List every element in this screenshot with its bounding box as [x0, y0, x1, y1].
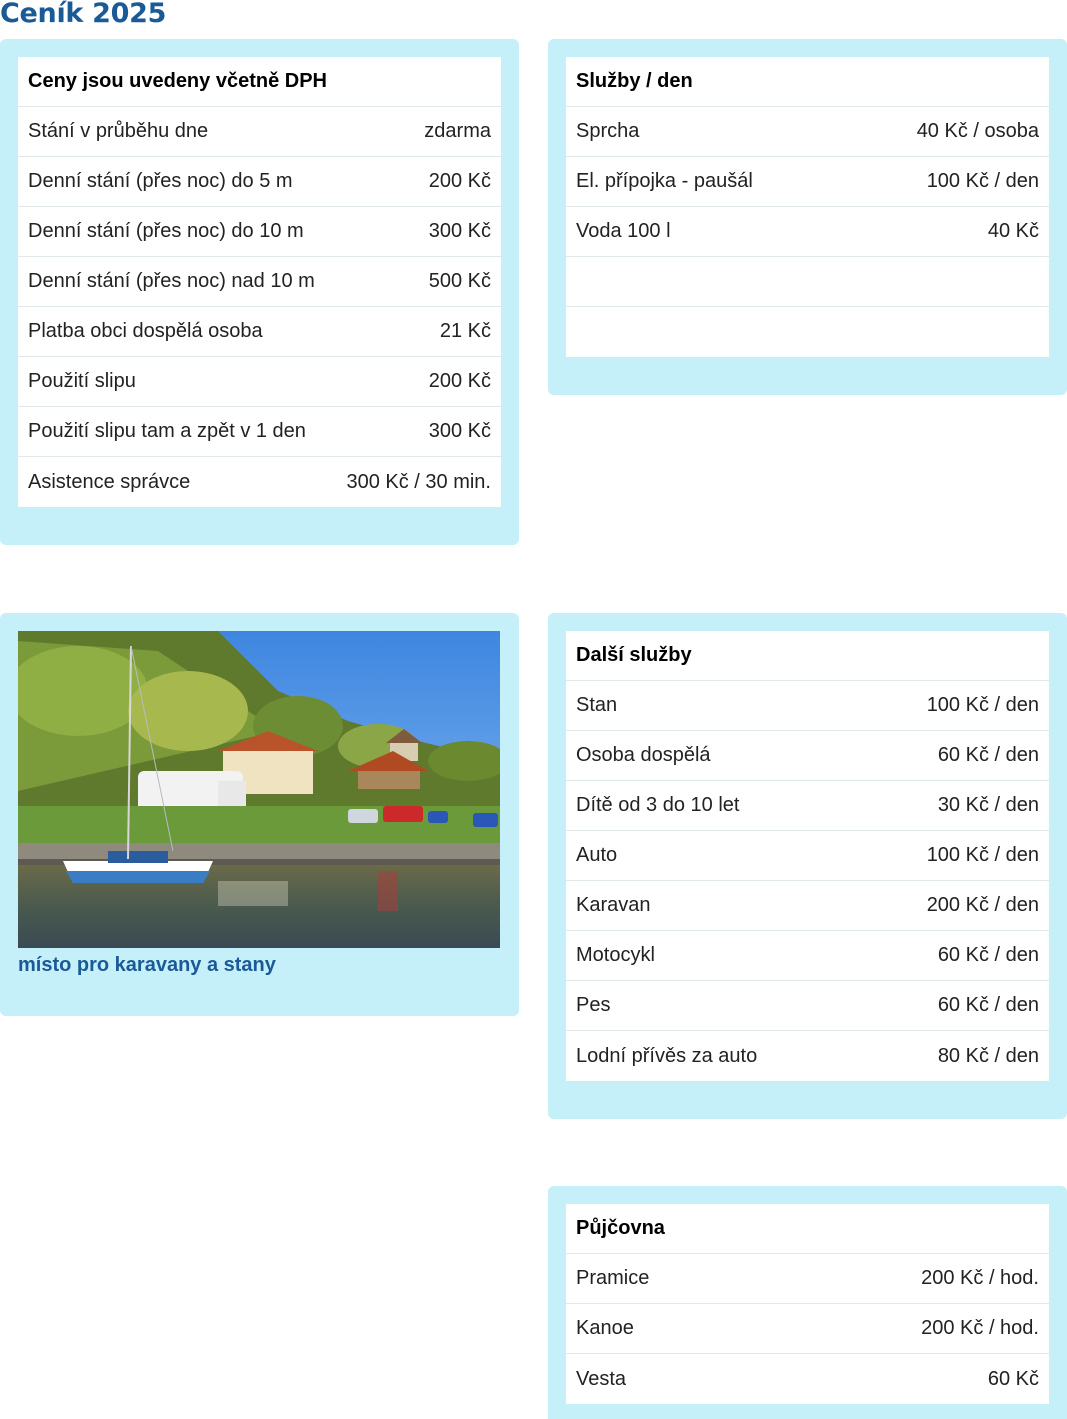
- row-label: Kanoe: [576, 1317, 634, 1339]
- table-row: [566, 1031, 1049, 1081]
- photo-panel: [0, 613, 519, 1016]
- table-row: [18, 307, 501, 357]
- table-row: [566, 681, 1049, 731]
- price-table-rental: [566, 1204, 1049, 1404]
- table-row: [566, 781, 1049, 831]
- price-panel-rental: [548, 1186, 1067, 1419]
- row-label: Denní stání (přes noc) do 10 m: [28, 220, 304, 242]
- row-value: 500 Kč: [428, 270, 491, 292]
- photo-caption: místo pro karavany a stany: [18, 954, 276, 976]
- table-row: [566, 157, 1049, 207]
- row-label: Auto: [576, 844, 618, 866]
- row-value: 200 Kč / hod.: [921, 1267, 1039, 1289]
- row-value: 200 Kč: [428, 170, 491, 192]
- table-row: [18, 107, 501, 157]
- table-heading: [566, 57, 1049, 107]
- table-row: [566, 1254, 1049, 1304]
- table-heading-label: Další služby: [576, 644, 692, 666]
- price-panel-other-services: [548, 613, 1067, 1119]
- row-label: Stan: [576, 694, 618, 716]
- row-label: Asistence správce: [28, 470, 191, 493]
- table-row-empty: [566, 307, 1049, 357]
- row-value: 300 Kč: [428, 420, 491, 442]
- row-value: 200 Kč: [428, 370, 491, 392]
- table-heading: [566, 1204, 1049, 1254]
- price-table-other-services: [566, 631, 1049, 1081]
- campsite-photo: [18, 631, 500, 948]
- table-row: [18, 157, 501, 207]
- row-label: Dítě od 3 do 10 let: [576, 794, 740, 816]
- table-row: [566, 731, 1049, 781]
- row-label: El. přípojka - paušál: [576, 170, 753, 192]
- row-value: 100 Kč / den: [926, 694, 1039, 716]
- row-label: Voda 100 l: [576, 220, 671, 242]
- table-heading-label: Služby / den: [576, 70, 693, 92]
- row-label: Sprcha: [576, 120, 640, 142]
- row-label: Lodní přívěs za auto: [576, 1044, 758, 1067]
- table-row: [566, 831, 1049, 881]
- page-title: Ceník 2025: [0, 0, 167, 29]
- row-label: Denní stání (přes noc) nad 10 m: [28, 270, 315, 292]
- row-value: 200 Kč / hod.: [921, 1317, 1039, 1339]
- row-label: Denní stání (přes noc) do 5 m: [28, 170, 293, 192]
- table-heading: [566, 631, 1049, 681]
- row-label: Osoba dospělá: [576, 744, 711, 766]
- row-value: 40 Kč / osoba: [916, 120, 1039, 142]
- table-row: [566, 1354, 1049, 1404]
- price-panel-services-day: [548, 39, 1067, 395]
- table-row: [566, 931, 1049, 981]
- table-row-empty: [566, 257, 1049, 307]
- table-row: [18, 407, 501, 457]
- row-value: 21 Kč: [439, 320, 491, 342]
- row-value: 100 Kč / den: [926, 844, 1039, 866]
- table-row: [566, 207, 1049, 257]
- table-heading-label: Půjčovna: [576, 1217, 665, 1239]
- row-value: 300 Kč: [428, 220, 491, 242]
- row-label: Použití slipu tam a zpět v 1 den: [28, 420, 306, 442]
- row-value: 80 Kč / den: [937, 1044, 1039, 1067]
- row-value: zdarma: [424, 120, 491, 142]
- row-value: 300 Kč / 30 min.: [346, 470, 491, 493]
- row-label: Použití slipu: [28, 370, 136, 392]
- table-row: [566, 107, 1049, 157]
- row-value: 60 Kč: [987, 1367, 1039, 1390]
- row-value: 60 Kč / den: [937, 744, 1039, 766]
- row-value: 200 Kč / den: [926, 894, 1039, 916]
- table-row: [566, 1304, 1049, 1354]
- table-row: [18, 257, 501, 307]
- price-panel-main: [0, 39, 519, 545]
- table-row: [566, 881, 1049, 931]
- row-value: 60 Kč / den: [937, 994, 1039, 1016]
- price-table-main: [18, 57, 501, 507]
- table-heading: [18, 57, 501, 107]
- table-row: [18, 207, 501, 257]
- row-value: 30 Kč / den: [937, 794, 1039, 816]
- row-label: Pes: [576, 994, 611, 1016]
- table-row: [18, 357, 501, 407]
- row-label: Stání v průběhu dne: [28, 120, 209, 142]
- table-row: [18, 457, 501, 507]
- row-value: 60 Kč / den: [937, 944, 1039, 966]
- row-label: Karavan: [576, 894, 651, 916]
- row-label: Motocykl: [576, 944, 655, 966]
- table-row: [566, 981, 1049, 1031]
- row-label: Vesta: [576, 1367, 627, 1390]
- row-label: Platba obci dospělá osoba: [28, 320, 263, 342]
- row-value: 40 Kč: [987, 220, 1039, 242]
- row-value: 100 Kč / den: [926, 170, 1039, 192]
- row-label: Pramice: [576, 1267, 650, 1289]
- table-heading-label: Ceny jsou uvedeny včetně DPH: [28, 70, 327, 92]
- price-table-services-day: [566, 57, 1049, 357]
